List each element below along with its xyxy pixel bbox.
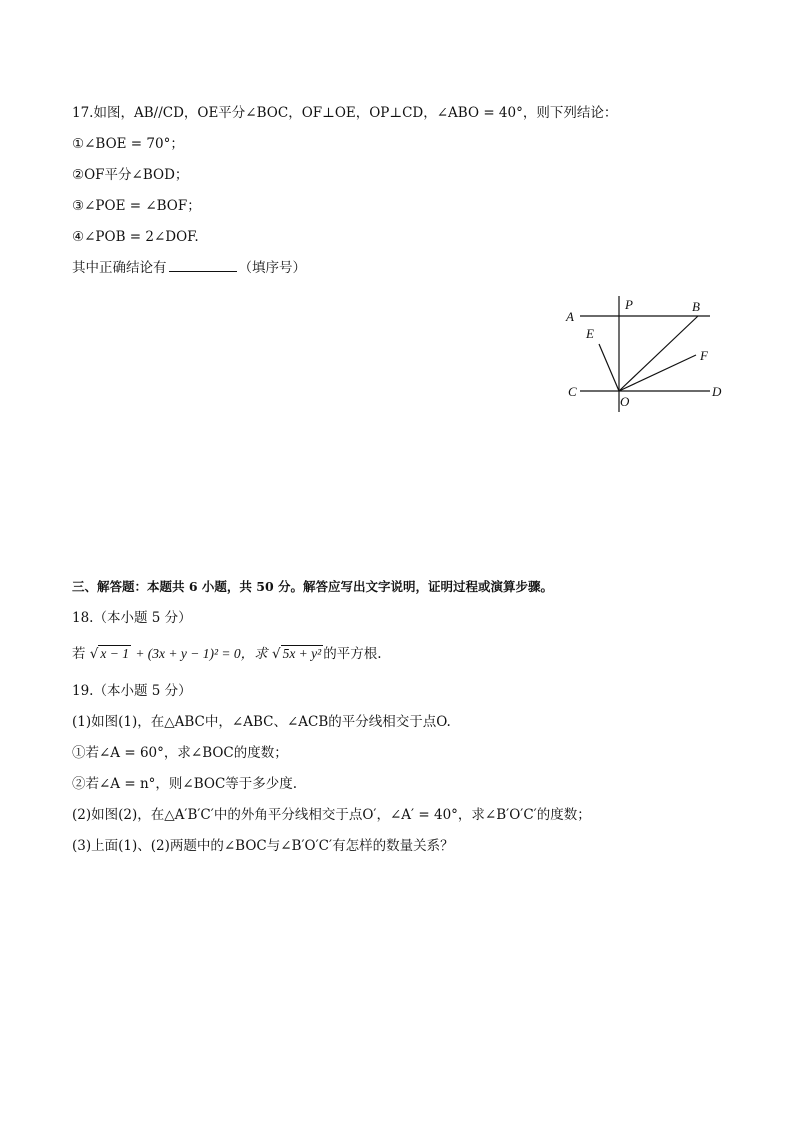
sqrt-sign-1: √	[89, 646, 99, 662]
label-d: D	[712, 384, 722, 399]
geometry-figure	[556, 292, 736, 422]
label-p: P	[625, 297, 633, 312]
q17-ask-suffix: （填序号）	[238, 260, 306, 276]
q17-item-1: ①∠BOE = 70°；	[72, 136, 184, 152]
q17-item-2: ②OF平分∠BOD；	[72, 167, 189, 183]
line-of	[619, 355, 696, 391]
q18-suffix: 的平方根.	[323, 646, 382, 662]
q17-item-4: ④∠POB = 2∠DOF.	[72, 229, 199, 245]
label-b: B	[692, 299, 700, 314]
q18-sqrt-2: 5x + y²	[282, 646, 322, 661]
q17-item-3: ③∠POE = ∠BOF；	[72, 198, 201, 214]
q18-mid: + (3x + y − 1)² = 0，求	[135, 646, 268, 661]
q18-prefix: 若	[72, 646, 86, 662]
q18-sqrt-1: x − 1	[100, 646, 130, 661]
q17-ask	[72, 259, 306, 277]
q19-head: 19.（本小题 5 分）	[72, 683, 192, 699]
q17-stem: 17.如图，AB//CD，OE平分∠BOC，OF⊥OE，OP⊥CD，∠ABO = 40°，则下列结论：	[72, 105, 618, 121]
label-e: E	[586, 326, 594, 341]
q17-ask-prefix: 其中正确结论有	[72, 260, 167, 276]
q19-part1a: ①若∠A = 60°，求∠BOC的度数；	[72, 745, 288, 761]
label-o: O	[620, 394, 630, 409]
label-a: A	[566, 309, 574, 324]
q18-text	[72, 645, 382, 663]
section3-title: 三、解答题：本题共 6 小题，共 50 分。解答应写出文字说明，证明过程或演算步骤。	[72, 579, 554, 594]
answer-blank	[169, 259, 237, 272]
q19-part1b: ②若∠A = n°，则∠BOC等于多少度.	[72, 776, 298, 792]
q19-part2: (2)如图(2)，在△A′B′C′中的外角平分线相交于点O′，∠A′ = 40°，求∠B′O′C′的度数；	[72, 807, 591, 823]
line-oe	[599, 344, 619, 391]
label-f: F	[700, 348, 708, 363]
q18-head: 18.（本小题 5 分）	[72, 610, 192, 626]
q19-part3: (3)上面(1)、(2)两题中的∠BOC与∠B′O′C′有怎样的数量关系？	[72, 838, 454, 854]
line-ob	[619, 316, 698, 391]
q19-part1: (1)如图(1)，在△ABC中，∠ABC、∠ACB的平分线相交于点O.	[72, 714, 451, 730]
label-c: C	[568, 384, 577, 399]
sqrt-sign-2: √	[271, 646, 281, 662]
